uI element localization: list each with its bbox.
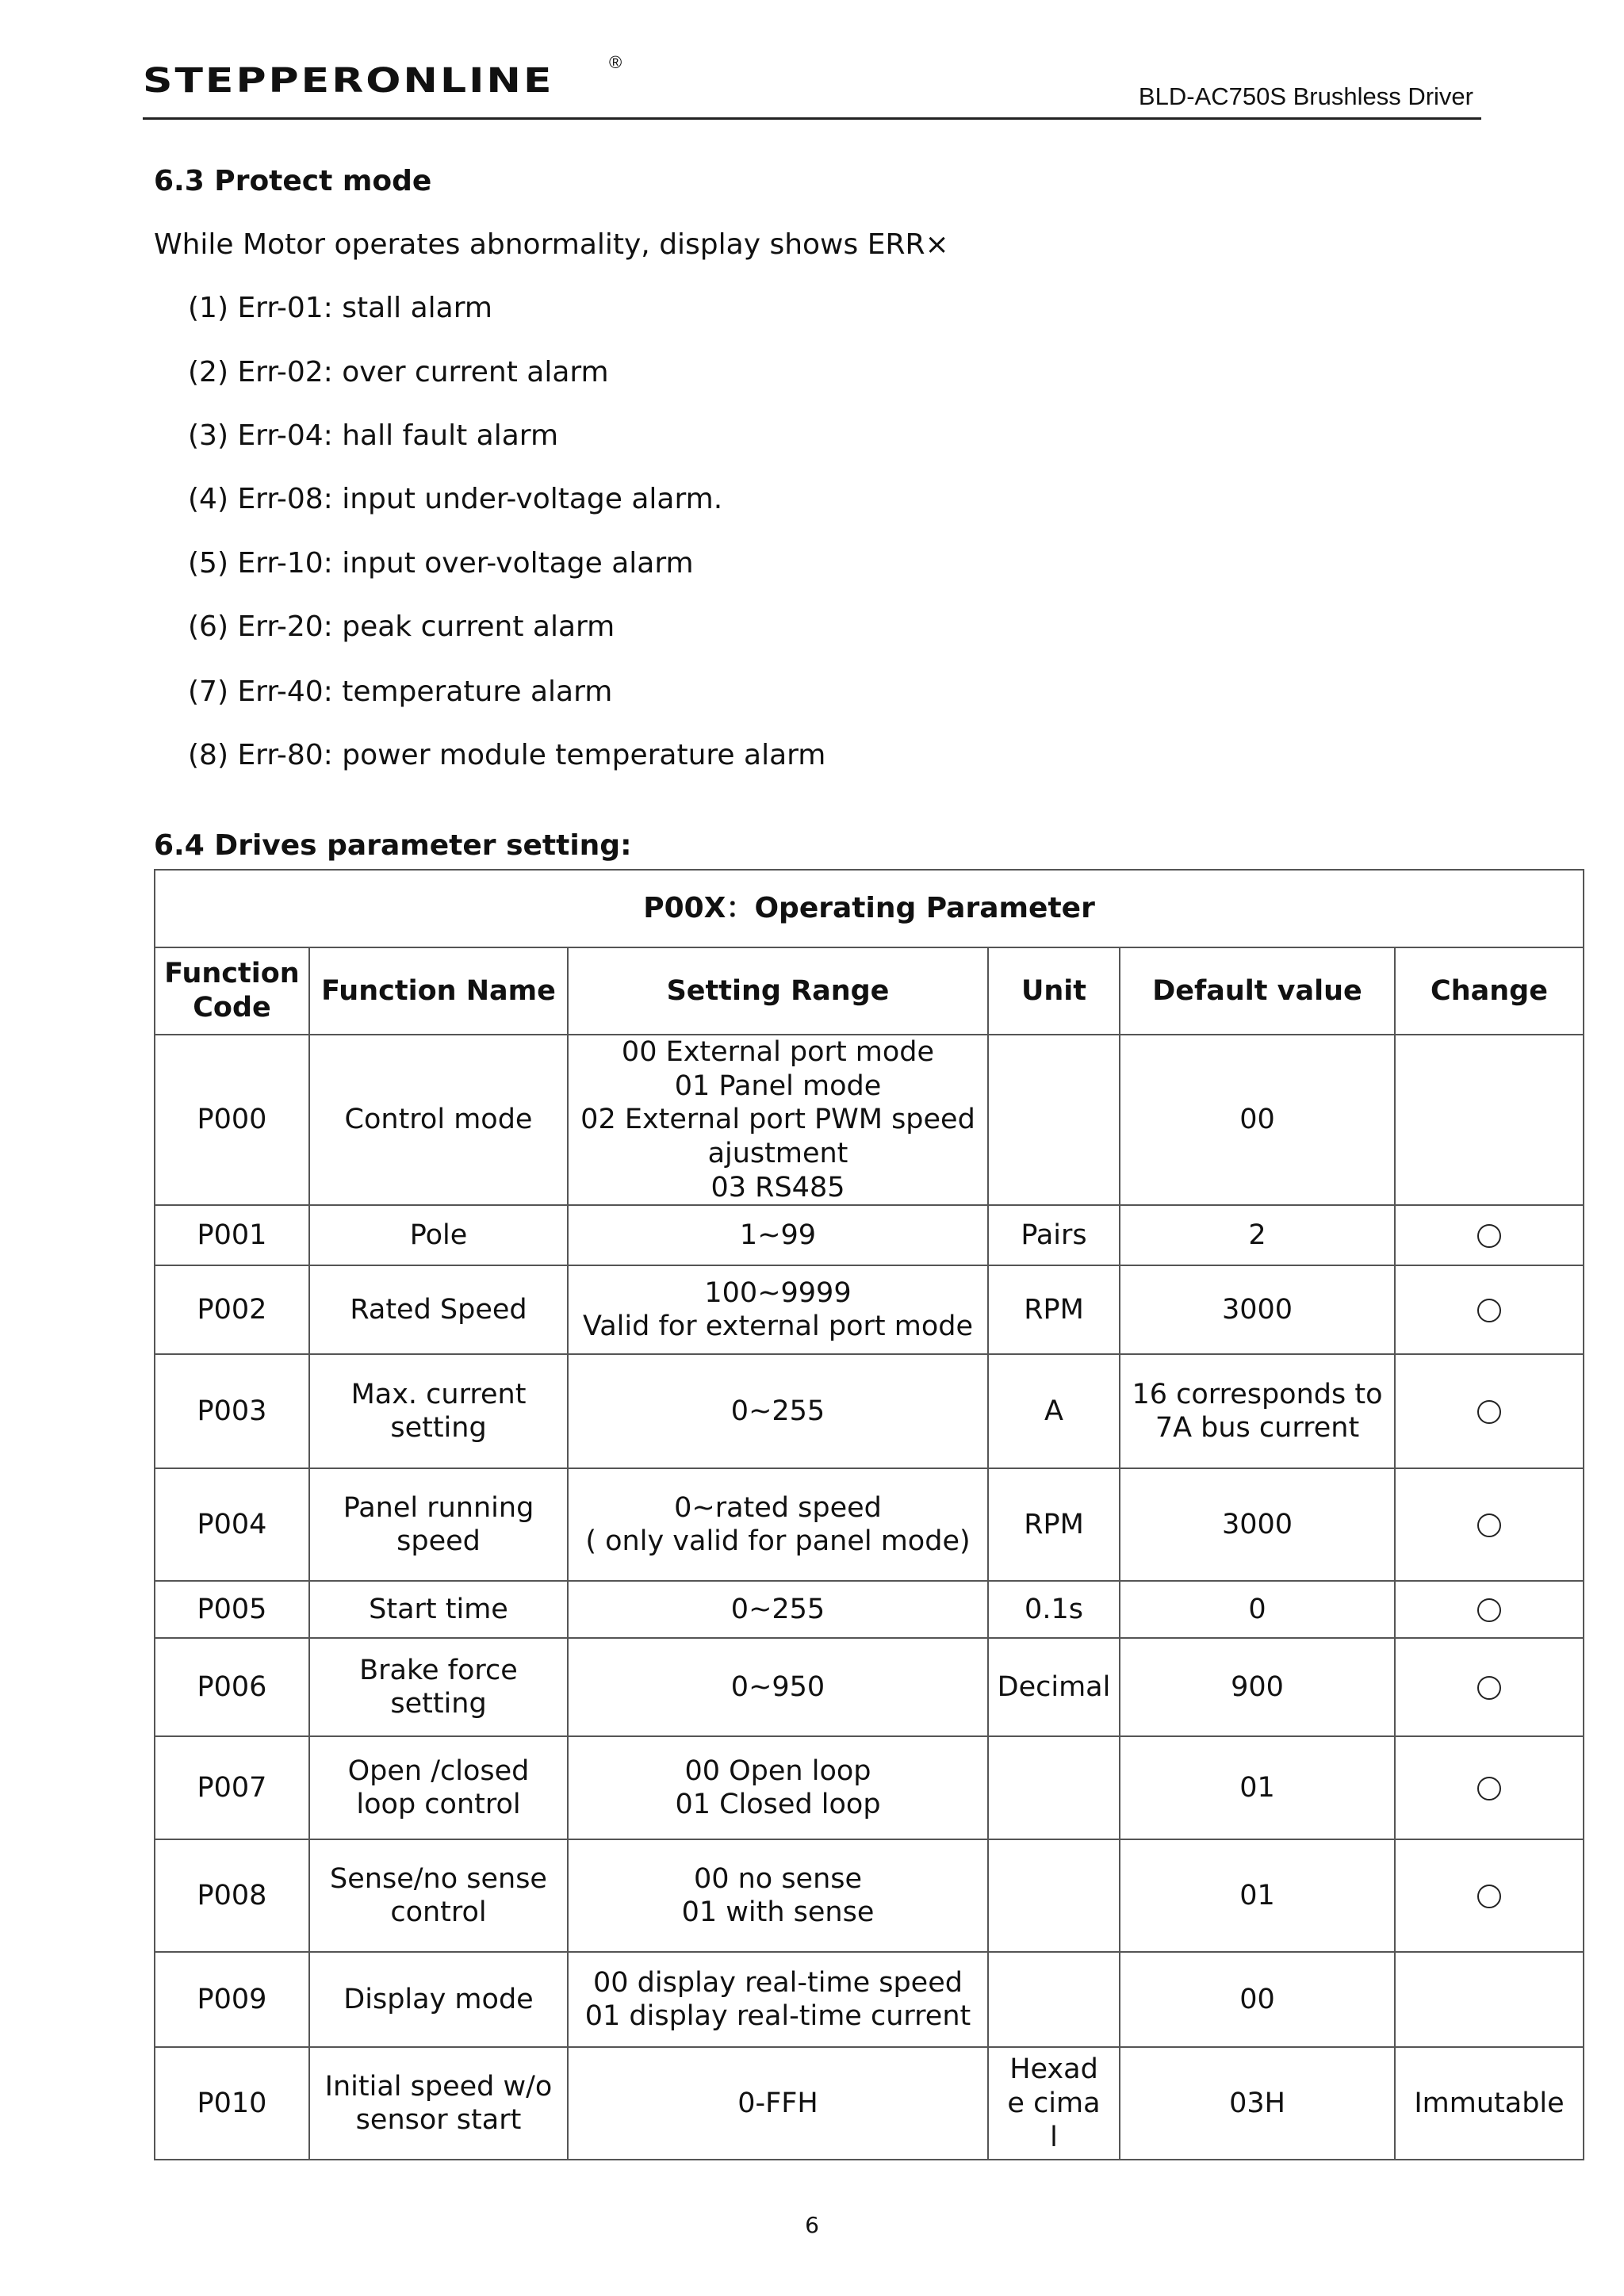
table-row (155, 1736, 1584, 1839)
alarm-item: (7) Err-40: temperature alarm (188, 675, 613, 708)
cell-setting-range-line: 00 no sense (693, 1862, 863, 1895)
changeable-circle-icon (1477, 1513, 1501, 1537)
document-title: BLD-AC750S Brushless Driver (1138, 82, 1473, 110)
cell-unit-text: Hexade cimal (1007, 2053, 1101, 2153)
cell-default-value-line: 00 (1239, 1104, 1275, 1136)
cell-setting-range (568, 1581, 988, 1638)
cell-setting-range-line: 01 Panel mode (674, 1070, 882, 1102)
cell-function-code: P001 (155, 1205, 309, 1265)
cell-setting-range-line: 01 Closed loop (675, 1789, 881, 1821)
cell-default-value (1120, 1354, 1395, 1468)
cell-unit: 0.1s (988, 1581, 1120, 1638)
cell-setting-range-line: 03 RS485 (710, 1171, 845, 1203)
table-row (155, 1354, 1584, 1468)
cell-default-value (1120, 1736, 1395, 1839)
cell-default-value (1120, 1205, 1395, 1265)
column-header-setting-range: Setting Range (568, 947, 988, 1035)
cell-function-name (309, 1638, 568, 1736)
cell-default-value (1120, 1952, 1395, 2047)
cell-function-name-line: Brake force (359, 1654, 518, 1686)
cell-setting-range-line: 0~950 (730, 1671, 825, 1704)
table-caption: P00X：Operating Parameter (155, 870, 1584, 947)
cell-change (1395, 1581, 1584, 1638)
cell-function-name-line: sensor start (355, 2104, 522, 2137)
cell-change (1395, 1839, 1584, 1952)
cell-setting-range (568, 1205, 988, 1265)
cell-change (1395, 1736, 1584, 1839)
cell-default-value-line: 01 (1239, 1880, 1275, 1912)
cell-default-value-line: 3000 (1221, 1294, 1293, 1326)
cell-default-value-line: 2 (1248, 1219, 1266, 1252)
cell-setting-range-line: 100~9999 (704, 1276, 852, 1309)
page-number: 6 (805, 2212, 819, 2238)
cell-default-value (1120, 1581, 1395, 1638)
changeable-circle-icon (1477, 1400, 1501, 1424)
cell-setting-range (568, 1736, 988, 1839)
cell-function-code: P002 (155, 1265, 309, 1354)
cell-change (1395, 1952, 1584, 2047)
table-row (155, 1638, 1584, 1736)
column-header-default-value: Default value (1120, 947, 1395, 1035)
cell-function-name-line: setting (390, 1412, 487, 1445)
cell-default-value (1120, 1265, 1395, 1354)
cell-unit: RPM (988, 1265, 1120, 1354)
cell-unit (988, 1952, 1120, 2047)
cell-setting-range-line: 01 with sense (681, 1896, 875, 1929)
cell-change (1395, 1035, 1584, 1205)
cell-function-name-line: Open /closed (347, 1755, 530, 1787)
table-row (155, 1035, 1584, 1205)
cell-setting-range-line: 00 External port mode (621, 1036, 935, 1068)
cell-function-name-line: Rated Speed (350, 1294, 527, 1326)
cell-setting-range (568, 1035, 988, 1205)
cell-function-name (309, 1265, 568, 1354)
cell-change (1395, 1468, 1584, 1581)
cell-default-value-line: 900 (1231, 1671, 1284, 1704)
cell-function-name-line: Max. current (350, 1378, 527, 1410)
cell-setting-range (568, 1354, 988, 1468)
cell-setting-range-line: Valid for external port mode (583, 1311, 973, 1343)
cell-function-name-line: Pole (409, 1219, 468, 1252)
cell-default-value (1120, 1468, 1395, 1581)
cell-function-code: P000 (155, 1035, 309, 1205)
cell-setting-range-line: ( only valid for panel mode) (585, 1525, 971, 1558)
cell-setting-range (568, 1468, 988, 1581)
alarm-item: (8) Err-80: power module temperature alarm (188, 739, 826, 771)
cell-function-name (309, 1581, 568, 1638)
cell-setting-range-line: 00 Open loop (684, 1755, 871, 1787)
table-header-row (155, 947, 1584, 1035)
cell-function-name-line: Display mode (343, 1984, 534, 2016)
cell-function-code: P003 (155, 1354, 309, 1468)
cell-function-code: P004 (155, 1468, 309, 1581)
cell-setting-range-line: 00 display real-time speed (593, 1966, 963, 1999)
cell-setting-range (568, 2047, 988, 2160)
section-heading-protect-mode: 6.3 Protect mode (154, 165, 432, 197)
registered-mark: ® (609, 52, 622, 72)
table-row (155, 1839, 1584, 1952)
alarm-item: (4) Err-08: input under-voltage alarm. (188, 483, 723, 515)
cell-unit: RPM (988, 1468, 1120, 1581)
cell-function-name-line: Panel running (343, 1491, 534, 1524)
cell-default-value (1120, 1839, 1395, 1952)
table-row (155, 2047, 1584, 2160)
column-header-unit: Unit (988, 947, 1120, 1035)
cell-change (1395, 1354, 1584, 1468)
changeable-circle-icon (1477, 1676, 1501, 1700)
cell-setting-range-line: 1~99 (739, 1219, 817, 1252)
cell-setting-range-line: ajustment (707, 1138, 848, 1170)
cell-function-name-line: Sense/no sense (330, 1862, 547, 1895)
alarm-item: (5) Err-10: input over-voltage alarm (188, 547, 694, 580)
changeable-circle-icon (1477, 1299, 1501, 1322)
cell-function-code: P006 (155, 1638, 309, 1736)
changeable-circle-icon (1477, 1598, 1501, 1622)
cell-function-name (309, 1035, 568, 1205)
table-body (155, 1035, 1584, 2160)
section-heading-parameter-setting: 6.4 Drives parameter setting: (154, 829, 632, 862)
cell-setting-range (568, 1839, 988, 1952)
column-header-function-name: Function Name (309, 947, 568, 1035)
cell-change (1395, 1638, 1584, 1736)
cell-function-name (309, 1205, 568, 1265)
page-header (143, 52, 1481, 120)
cell-default-value (1120, 1035, 1395, 1205)
cell-function-code: P008 (155, 1839, 309, 1952)
protect-mode-intro: While Motor operates abnormality, display shows ERR× (154, 228, 949, 261)
alarm-item: (2) Err-02: over current alarm (188, 356, 609, 388)
cell-unit: A (988, 1354, 1120, 1468)
cell-setting-range-line: 0~rated speed (674, 1491, 882, 1524)
cell-setting-range (568, 1265, 988, 1354)
cell-change (1395, 1205, 1584, 1265)
cell-unit: Pairs (988, 1205, 1120, 1265)
cell-function-code: P010 (155, 2047, 309, 2160)
cell-function-name (309, 1952, 568, 2047)
cell-default-value-line: 01 (1239, 1772, 1275, 1804)
cell-function-name-line: setting (390, 1688, 487, 1720)
cell-function-name-line: Initial speed w/o (324, 2070, 553, 2103)
parameter-table (154, 869, 1584, 2160)
cell-setting-range (568, 1638, 988, 1736)
cell-default-value-line: 7A bus current (1155, 1412, 1360, 1445)
cell-default-value-line: 0 (1248, 1594, 1266, 1626)
cell-function-name (309, 1736, 568, 1839)
changeable-circle-icon (1477, 1777, 1501, 1800)
alarm-item: (6) Err-20: peak current alarm (188, 610, 615, 643)
cell-default-value (1120, 2047, 1395, 2160)
cell-function-name-line: loop control (356, 1789, 521, 1821)
cell-function-code: P009 (155, 1952, 309, 2047)
table-row (155, 1952, 1584, 2047)
changeable-circle-icon (1477, 1224, 1501, 1248)
column-header-change: Change (1395, 947, 1584, 1035)
cell-function-name-line: control (390, 1896, 487, 1929)
logo-wordmark: STEPPERONLINE (143, 61, 554, 101)
changeable-circle-icon (1477, 1885, 1501, 1908)
cell-unit (988, 2047, 1120, 2160)
cell-function-name-line: Control mode (344, 1104, 533, 1136)
cell-unit (988, 1035, 1120, 1205)
table-row (155, 1581, 1584, 1638)
cell-function-name (309, 1468, 568, 1581)
cell-function-code: P005 (155, 1581, 309, 1638)
cell-function-name-line: speed (396, 1525, 481, 1558)
cell-setting-range-line: 01 display real-time current (584, 2000, 971, 2033)
cell-unit (988, 1736, 1120, 1839)
cell-default-value (1120, 1638, 1395, 1736)
cell-default-value-line: 00 (1239, 1984, 1275, 2016)
cell-function-code: P007 (155, 1736, 309, 1839)
cell-setting-range-line: 0~255 (730, 1594, 825, 1626)
table-caption-row (155, 870, 1584, 947)
cell-default-value-line: 16 corresponds to (1132, 1378, 1383, 1410)
cell-function-name (309, 2047, 568, 2160)
table-row (155, 1205, 1584, 1265)
table-row (155, 1468, 1584, 1581)
cell-setting-range-line: 02 External port PWM speed (580, 1104, 975, 1136)
brand-logo (143, 52, 626, 105)
cell-function-name (309, 1354, 568, 1468)
column-header-function-code: Function Code (155, 947, 309, 1035)
cell-setting-range (568, 1952, 988, 2047)
cell-change (1395, 1265, 1584, 1354)
cell-function-name (309, 1839, 568, 1952)
cell-unit: Decimal (988, 1638, 1120, 1736)
cell-unit (988, 1839, 1120, 1952)
alarm-item: (3) Err-04: hall fault alarm (188, 419, 559, 452)
cell-setting-range-line: 0-FFH (737, 2087, 818, 2120)
alarm-item: (1) Err-01: stall alarm (188, 292, 492, 324)
cell-default-value-line: 3000 (1221, 1509, 1293, 1541)
table-row (155, 1265, 1584, 1354)
cell-change: Immutable (1395, 2047, 1584, 2160)
cell-default-value-line: 03H (1229, 2087, 1285, 2120)
cell-function-name-line: Start time (369, 1594, 508, 1626)
cell-setting-range-line: 0~255 (730, 1395, 825, 1428)
